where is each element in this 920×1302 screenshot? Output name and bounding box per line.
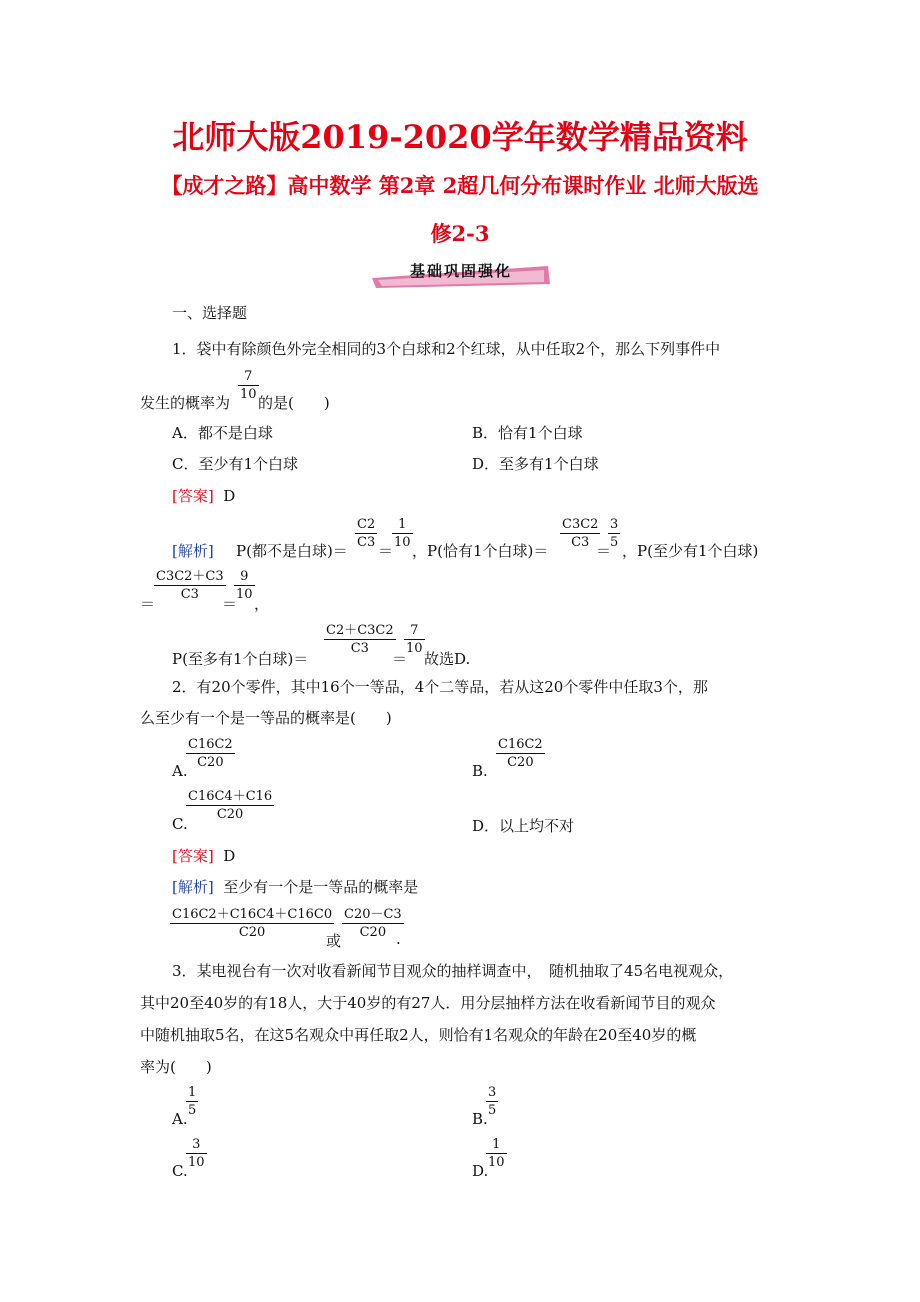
q2-option-b-label: B.	[472, 762, 488, 780]
fraction-denominator: 5	[488, 1103, 497, 1118]
document-subtitle-line2: 修2-3	[430, 221, 490, 246]
q2-option-b-fraction	[496, 736, 545, 771]
answer-value: D	[223, 847, 236, 865]
analysis-label: [解析]	[172, 878, 214, 896]
q2-answer	[172, 845, 235, 866]
fraction-numerator: C16C2＋C16C4＋C16C0	[172, 907, 333, 922]
q2-analysis	[172, 876, 418, 897]
banner-label: 基础巩固强化	[409, 262, 512, 280]
fraction-numerator: 9	[240, 569, 249, 584]
q1-analysis2-fraction2	[234, 568, 255, 603]
document-subtitle-line1: 【成才之路】高中数学 第2章 2超几何分布课时作业 北师大版选	[161, 173, 759, 198]
fraction-numerator: 3	[192, 1137, 201, 1152]
q1-analysis2-fraction1	[154, 568, 226, 603]
q1-stem-fraction	[238, 368, 259, 403]
fraction-denominator: 10	[394, 535, 411, 550]
q3-line2: 其中20至40岁的有18人，大于40岁的有27人．用分层抽样方法在收看新闻节目的观众	[140, 994, 716, 1012]
q1-analysis-eq1: ＝	[378, 542, 394, 560]
fraction-numerator: C16C2	[188, 737, 233, 752]
q2-analysis-end: .	[396, 930, 401, 948]
fraction-numerator: C3C2	[562, 517, 599, 532]
fraction-denominator: 10	[406, 641, 423, 656]
fraction-numerator: 7	[244, 369, 253, 384]
answer-label: [答案]	[172, 487, 214, 505]
fraction-denominator: C3	[180, 587, 199, 602]
q2-option-a-label: A.	[172, 762, 188, 780]
q2-stem-line2: 么至少有一个是一等品的概率是( )	[140, 709, 392, 727]
q2-option-a-fraction	[186, 736, 235, 771]
answer-value: D	[223, 487, 236, 505]
fraction-denominator: 10	[488, 1155, 505, 1170]
q1-analysis-label: [解析]	[172, 542, 214, 560]
fraction-denominator: 5	[188, 1103, 197, 1118]
q2-stem-line1: 2．有20个零件，其中16个一等品，4个二等品，若从这20个零件中任取3个，那	[172, 678, 708, 696]
q1-option-a: A．都不是白球	[172, 424, 273, 442]
q2-option-d: D．以上均不对	[472, 817, 575, 835]
q1-analysis-eq2: ＝	[596, 542, 612, 560]
q1-answer	[172, 485, 235, 506]
q1-analysis-p3: ，P(至少有1个白球)	[622, 542, 759, 560]
q3-line4: 率为( )	[140, 1058, 212, 1076]
q1-analysis2-eq2: ＝	[222, 595, 238, 613]
q3-option-a-label: A.	[172, 1110, 188, 1128]
q1-analysis3-p: P(至多有1个白球)＝	[172, 650, 309, 668]
q1-option-c: C．至少有1个白球	[172, 455, 299, 473]
q3-line1: 3．某电视台有一次对收看新闻节目观众的抽样调查中， 随机抽取了45名电视观众，	[172, 962, 734, 980]
q1-stem-line1: 1．袋中有除颜色外完全相同的3个白球和2个红球，从中任取2个，那么下列事件中	[172, 340, 721, 358]
fraction-denominator: C3	[571, 535, 590, 550]
fraction-denominator: C20	[197, 755, 224, 770]
q1-analysis-p1: P(都不是白球)＝	[236, 542, 348, 560]
fraction-numerator: 3	[488, 1085, 497, 1100]
fraction-denominator: C20	[359, 925, 387, 940]
fraction-denominator: 10	[188, 1155, 205, 1170]
q1-analysis3-fraction2	[404, 622, 425, 657]
fraction-numerator: 1	[398, 517, 407, 532]
fraction-numerator: 7	[410, 623, 419, 638]
q3-line3: 中随机抽取5名，在这5名观众中再任取2人，则恰有1名观众的年龄在20至40岁的概	[140, 1026, 697, 1044]
q1-option-b: B．恰有1个白球	[472, 424, 583, 442]
fraction-denominator: C20	[216, 807, 244, 822]
fraction-numerator: C20－C3	[344, 907, 402, 922]
fraction-numerator: 1	[188, 1085, 197, 1100]
q1-analysis-fraction4	[608, 516, 620, 551]
section-heading: 一、选择题	[172, 304, 248, 322]
q1-analysis3-eq: ＝	[392, 650, 408, 668]
fraction-denominator: 10	[240, 387, 257, 402]
q1-analysis2-eq: ＝	[140, 595, 156, 613]
q2-option-c-label: C.	[172, 815, 188, 833]
q3-option-b-fraction	[486, 1084, 498, 1119]
q3-option-b-label: B.	[472, 1110, 488, 1128]
q3-option-a-fraction	[186, 1084, 198, 1119]
q3-option-c-fraction	[186, 1136, 207, 1171]
fraction-numerator: C3C2＋C3	[156, 569, 224, 584]
q2-option-c-fraction	[186, 788, 274, 823]
fraction-numerator: C2＋C3C2	[326, 623, 394, 638]
fraction-denominator: C3	[357, 535, 376, 550]
q1-analysis3-tail: 故选D.	[424, 650, 471, 668]
fraction-numerator: 1	[492, 1137, 501, 1152]
q1-analysis2-tail: ，	[254, 595, 270, 613]
analysis-text: 至少有一个是一等品的概率是	[223, 878, 419, 896]
answer-label: [答案]	[172, 847, 214, 865]
fraction-denominator: C3	[350, 641, 369, 656]
q3-option-d-label: D.	[472, 1162, 489, 1180]
fraction-denominator: 10	[236, 587, 253, 602]
fraction-denominator: C20	[238, 925, 266, 940]
q1-analysis3-fraction1	[324, 622, 396, 657]
q1-analysis-p2: ，P(恰有1个白球)＝	[412, 542, 549, 560]
q2-analysis-or: 或	[326, 932, 342, 950]
fraction-numerator: C16C4＋C16	[188, 789, 273, 804]
q1-analysis-fraction3	[560, 516, 600, 551]
fraction-numerator: C16C2	[498, 737, 543, 752]
q2-analysis-fraction1	[170, 906, 334, 941]
q1-analysis-fraction2	[392, 516, 413, 551]
q3-option-d-fraction	[486, 1136, 507, 1171]
q1-analysis-fraction1	[355, 516, 377, 551]
q1-stem-line2: 发生的概率为	[140, 394, 231, 412]
fraction-denominator: C20	[507, 755, 534, 770]
fraction-denominator: 5	[610, 535, 619, 550]
q1-stem-tail: 的是( )	[258, 394, 330, 412]
fraction-numerator: C2	[357, 517, 376, 532]
fraction-numerator: 3	[610, 517, 619, 532]
q2-analysis-fraction2	[342, 906, 404, 941]
q3-option-c-label: C.	[172, 1162, 188, 1180]
q1-option-d: D．至多有1个白球	[472, 455, 599, 473]
page-title: 北师大版2019-2020学年数学精品资料	[172, 118, 748, 156]
section-banner	[368, 258, 554, 290]
